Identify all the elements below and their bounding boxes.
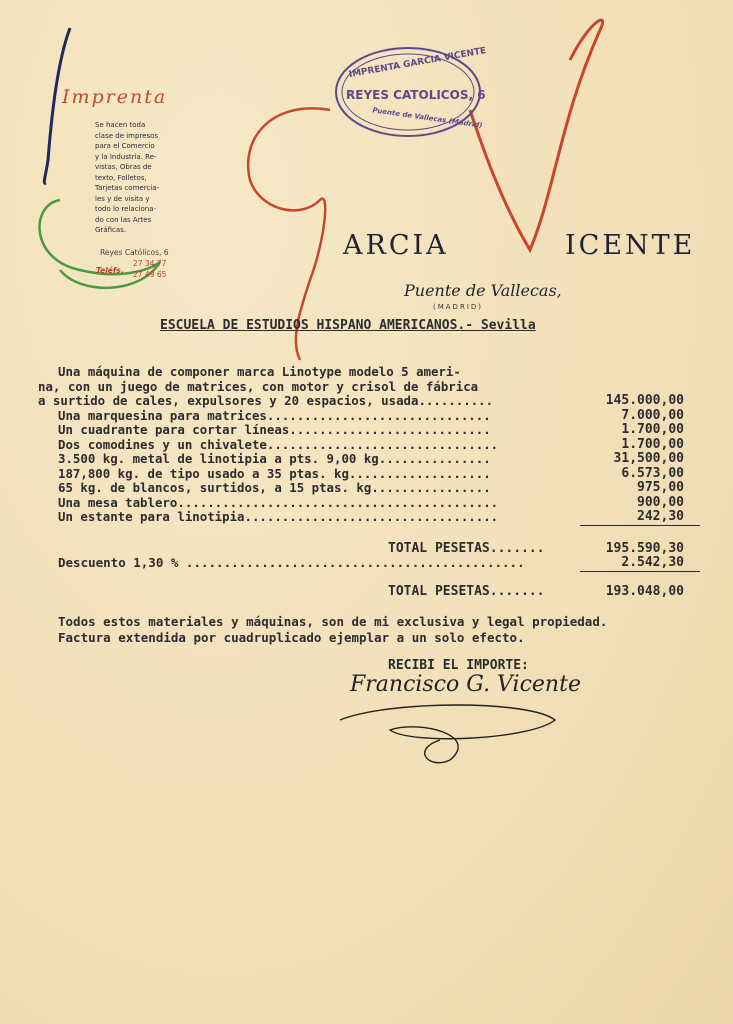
imprenta-address: Reyes Católicos, 6 [100,248,169,257]
line-item [38,437,698,452]
brand-location: Puente de Vallecas, [404,281,562,300]
note-line: Todos estos materiales y máquinas, son de mi exclusiva y legal propiedad. [58,614,608,629]
line-item [38,466,698,481]
final-total-amount: 193.048,00 [605,584,684,599]
line-item-description: na, con un juego de matrices, con motor y crisol de fábrica [38,378,479,394]
line-item-amount: 6.573,00 [621,465,684,481]
discount-label: Descuento 1,30 % ............................................. [58,555,525,570]
final-total-label: TOTAL PESETAS....... [388,584,545,599]
total-label: TOTAL PESETAS....... [388,541,545,556]
description-line: Gráficas. [95,226,127,234]
description-line: para el Comercio [95,142,155,150]
line-item-amount: 975,00 [637,480,684,495]
line-item [38,393,698,408]
line-item-amount: 242,30 [637,509,684,524]
line-item [38,451,698,466]
stamp-middle-text: REYES CATOLICOS, 6 [346,88,486,102]
line-items [38,364,698,524]
description-line: todo lo relaciona- [95,205,157,213]
phone-label: Teléfs. [96,266,124,275]
line-item-amount: 900,00 [637,494,684,510]
description-line: texto, Folletos, [95,173,147,182]
brand-v-flourish [470,20,603,250]
signature-flourish [330,690,570,770]
imprenta-title: Imprenta [62,86,168,108]
line-item-description: a surtido de cales, expulsores y 20 espacios, usada.......... [38,393,494,408]
description-line: les y de visita y [95,194,150,203]
total-amount: 195.590,30 [605,541,684,556]
stamp-bottom-text: Puente de Vallecas (Madrid) [371,106,483,130]
line-item-amount: 145.000,00 [605,393,684,408]
description-line: Se hacen toda [95,121,146,129]
description-line: clase de impresos [95,131,159,140]
description-line: do con las Artes [95,215,152,224]
signature: Francisco G. Vicente [350,672,581,697]
recipient: ESCUELA DE ESTUDIOS HISPANO AMERICANOS.- Sevilla [160,318,536,333]
line-item-amount: 7.000,00 [621,407,684,423]
line-item-amount: 1.700,00 [621,436,684,452]
line-item [38,379,698,394]
phone-number: 27 49 65 [133,270,167,279]
line-item-description: Dos comodines y un chivalete............................... [58,436,499,452]
discount-rule [580,571,700,572]
imprenta-description [95,120,173,236]
line-item-description: Un estante para linotipia.................................. [58,509,499,524]
description-line: Tarjetas comercia- [95,184,160,192]
line-item-description: Una máquina de componer marca Linotype modelo 5 ameri- [58,364,461,379]
line-item [38,408,698,423]
line-item [38,480,698,495]
stamp-top-text: IMPRENTA GARCIA VICENTE [348,45,488,81]
brand-second-word: ICENTE [565,230,696,261]
line-item-description: 187,800 kg. de tipo usado a 35 ptas. kg................... [58,465,491,481]
line-item-amount: 31,500,00 [613,451,684,466]
subtotal-rule [580,525,700,526]
discount-amount: 2.542,30 [621,555,684,570]
line-item [38,422,698,437]
line-item-description: Una mesa tablero........................................... [58,494,499,510]
brand-first-word: ARCIA [343,230,449,261]
description-line: vistas, Obras de [95,163,152,171]
phone-number: 27 34 77 [133,259,167,268]
brand-location-sub: (MADRID) [433,303,483,311]
line-item [38,364,698,379]
line-item-description: Un cuadrante para cortar líneas........................... [58,422,491,437]
line-item-description: Una marquesina para matrices.............................. [58,407,491,423]
description-line: y la Industria. Re- [95,152,157,161]
line-item-description: 3.500 kg. metal de linotipia a pts. 9,00 kg............... [58,451,491,466]
line-item [38,495,698,510]
line-item-amount: 1.700,00 [621,422,684,437]
line-item [38,509,698,524]
received-label: RECIBI EL IMPORTE: [388,658,529,673]
line-item-description: 65 kg. de blancos, surtidos, a 15 ptas. kg................ [58,480,491,495]
note-line: Factura extendida por cuadruplicado ejemplar a un solo efecto. [58,630,525,645]
